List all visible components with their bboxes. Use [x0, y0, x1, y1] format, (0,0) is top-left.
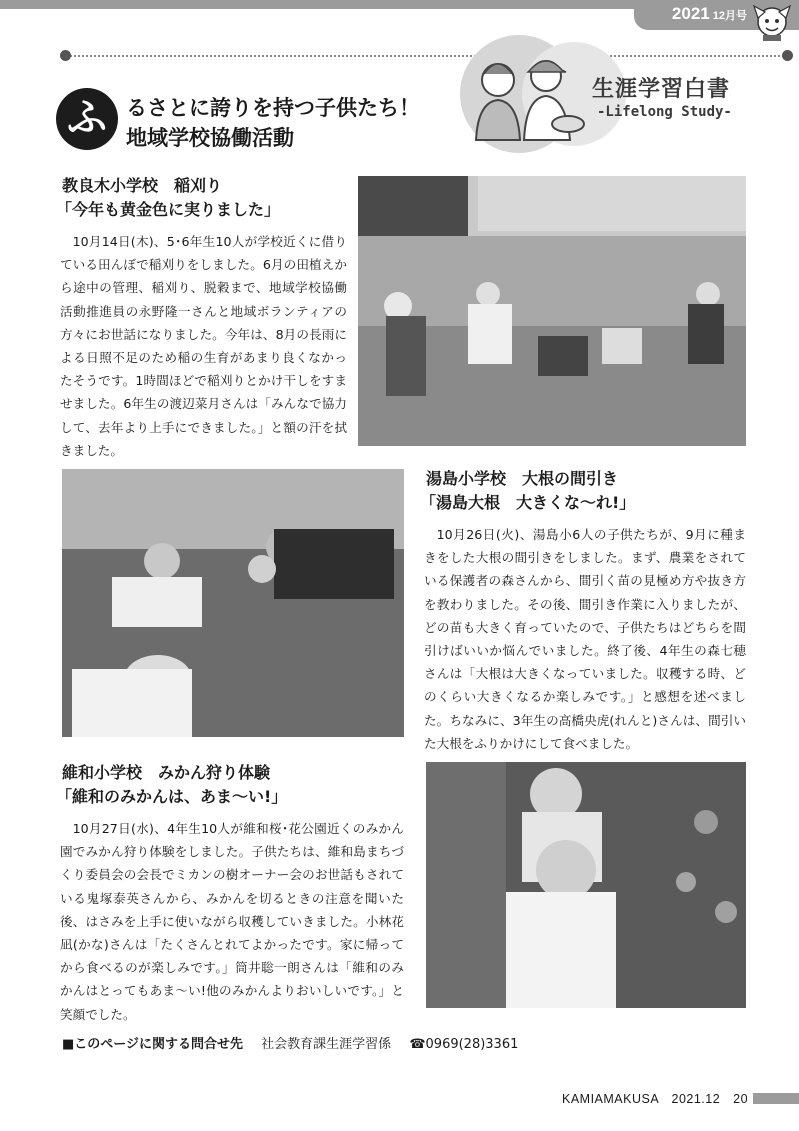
corner-subtitle: -Lifelong Study-	[597, 104, 732, 120]
issue-year: 2021	[671, 4, 710, 23]
section2-headline: 「湯島大根 大きくな〜れ!」	[420, 493, 636, 512]
contact-label: ■このページに関する問合せ先	[62, 1037, 244, 1052]
section1-body: 10月14日(木)、5･6年生10人が学校近くに借りている田んぼで稲刈りをしました。6月の田植えから途中の管理、稲刈り、脱穀まで、地域学校協働活動推進員の永野隆一さんと地域ボランティアの方々にお世話になりました。今年は、8月の長雨による日照不足のため稲の生育があまり良くなかったそうです。1時間ほどで稲刈りとかけ干しをすませました。6年生の渡辺菜月さんは「みんなで協力して、去年より上手にできました。」と額の汗を拭きました。	[60, 234, 347, 458]
footer-page-info: KAMIAMAKUSA 2021.12 20	[562, 1092, 749, 1106]
people-illustration-icon	[462, 40, 592, 152]
mikan-picking-photo	[426, 762, 746, 1008]
section2-school: 湯島小学校 大根の間引き	[426, 469, 619, 488]
dotted-divider	[67, 55, 787, 57]
contact-info	[62, 1033, 518, 1052]
section3-school: 維和小学校 みかん狩り体験	[62, 763, 271, 782]
page-title-line2: 地域学校協働活動	[126, 126, 294, 150]
issue-label	[672, 4, 747, 24]
divider-dot-left	[60, 50, 71, 61]
rice-harvest-photo	[358, 176, 746, 446]
section3-headline: 「維和のみかんは、あま〜い!」	[56, 787, 288, 806]
contact-phone: ☎0969(28)3361	[409, 1037, 519, 1052]
page-title-line1: るさとに誇りを持つ子供たち！	[126, 96, 420, 120]
radish-thinning-photo	[62, 469, 404, 737]
issue-month: 12月号	[712, 10, 747, 22]
section2-body: 10月26日(火)、湯島小6人の子供たちが、9月に種まきをした大根の間引きをしました。まず、農業をされている保護者の森さんから、間引く苗の見極め方や抜き方を教わりました。その後、間引き作業に入りましたが、どの苗も大きく育っていたので、子供たちはどちらを間引けばいいか悩んでいました。終了後、4年生の森七穂さんは「大根は大きくなっていました。収穫する時、どのくらい大きくなるか楽しみです。」と感想を述べました。ちなみに、3年生の高橋央虎(れんと)さんは、間引いた大根をふりかけにして食べました。	[424, 527, 746, 751]
corner-title: 生涯学習白書	[592, 77, 731, 102]
section1-headline: 「今年も黄金色に実りました」	[56, 200, 281, 219]
section1-school: 教良木小学校 稲刈り	[62, 176, 223, 195]
footer-bar	[753, 1093, 799, 1104]
mascot-icon	[751, 2, 793, 42]
contact-department: 社会教育課生涯学習係	[261, 1037, 392, 1052]
title-initial-badge: ふ	[56, 88, 118, 150]
divider-dot-right	[782, 50, 793, 61]
section3-body: 10月27日(水)、4年生10人が維和桜･花公園近くのみかん園でみかん狩り体験をしました。子供たちは、維和島まちづくり委員会の会長でミカンの樹オーナー会のお世話もされている鬼塚泰英さんから、みかんを切るときの注意を聞いた後、はさみを上手に使いながら収穫していきました。小林花凪(かな)さんは「たくさんとれてよかったです。家に帰ってから食べるのが楽しみです。」筒井聡一朗さんは「維和のみかんはとってもあま〜い!他のみかんよりおいしいです。」と笑顔でした。	[60, 821, 404, 1022]
